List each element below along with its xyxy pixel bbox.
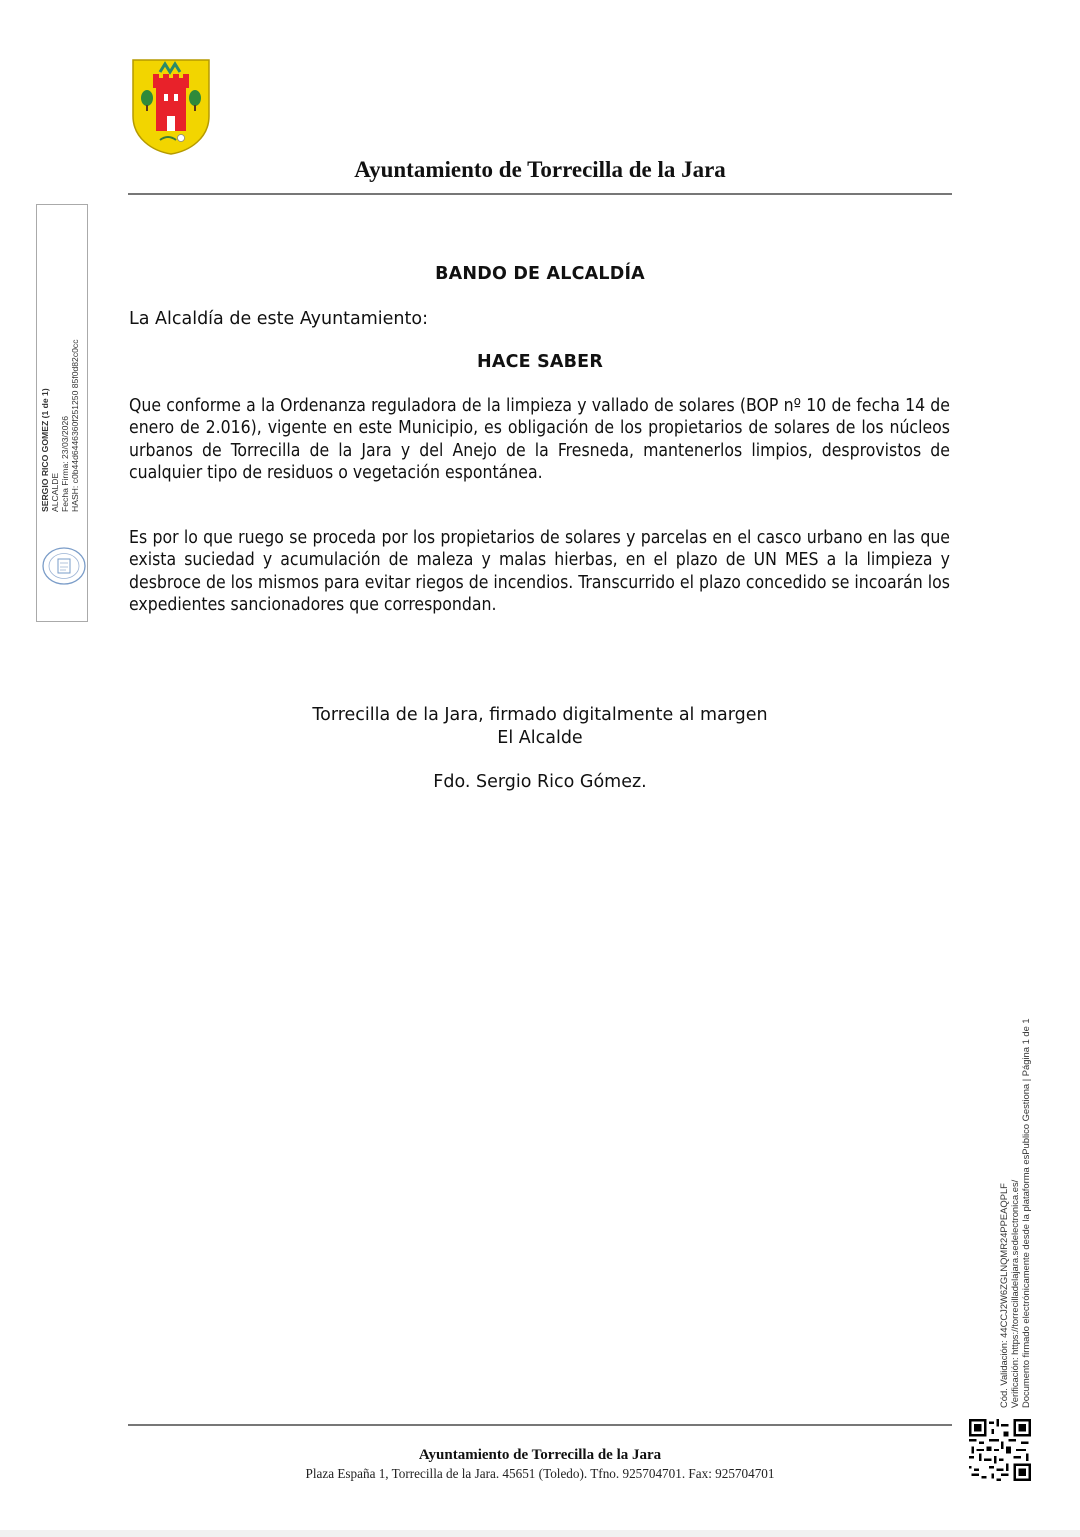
document-subheading: HACE SABER bbox=[477, 352, 603, 372]
closing-place-line: Torrecilla de la Jara, firmado digitalmente al margen bbox=[312, 705, 768, 725]
paragraph-2: Es por lo que ruego se proceda por los propietarios de solares y parcelas en el casco urbano en las que exista suciedad y acumulación de maleza y malas hierbas, en el plazo de UN MES a la limpieza y desbroce de los mismos para evitar riegos de incendios. Transcurrido el plazo concedido se incoarán los expedientes sancionadores que correspondan. bbox=[129, 528, 950, 615]
closing-role: El Alcalde bbox=[497, 728, 583, 748]
signature-date: Fecha Firma: 23/03/2026 bbox=[60, 415, 70, 512]
closing-signature: Fdo. Sergio Rico Gómez. bbox=[433, 772, 647, 792]
signature-stamp-text bbox=[40, 340, 80, 513]
validation-code: Cód. Validación: 44CCJ2W6ZGLNQMR24PPEAQPLF bbox=[998, 1183, 1009, 1408]
footer-divider bbox=[128, 1424, 952, 1426]
header-divider bbox=[128, 193, 952, 195]
signer-role: ALCALDE bbox=[50, 472, 60, 512]
validation-text bbox=[998, 1018, 1031, 1408]
footer-address: Plaza España 1, Torrecilla de la Jara. 45651 (Toledo). Tfno. 925704701. Fax: 925704701 bbox=[305, 1466, 775, 1481]
coat-of-arms-icon bbox=[130, 58, 212, 156]
viewer-bottom-strip bbox=[0, 1530, 1080, 1537]
footer-title: Ayuntamiento de Torrecilla de la Jara bbox=[418, 1447, 662, 1463]
document-heading: BANDO DE ALCALDÍA bbox=[435, 264, 645, 284]
official-seal-icon bbox=[41, 545, 87, 587]
qr-code-icon bbox=[969, 1419, 1031, 1481]
signer-name: SERGIO RICO GOMEZ bbox=[40, 420, 50, 512]
signature-hash: HASH: c0b44d6446360f251250 85f0d82c0cc bbox=[70, 339, 80, 512]
paragraph-1: Que conforme a la Ordenanza reguladora de la limpieza y vallado de solares (BOP nº 10 de fecha 14 de enero de 2.016), vigente en este Municipio, es obligación de los propietarios de solares de los núcleos urbanos de Torrecilla de la Jara y del Anejo de la Fresneda, mantenerlos limpios, desprovistos de cualquier tipo de residuos o vegetación espontánea. bbox=[129, 396, 950, 483]
signature-count: (1 de 1) bbox=[40, 388, 50, 419]
intro-line: La Alcaldía de este Ayuntamiento: bbox=[129, 309, 428, 329]
verification-url[interactable]: Verificación: https://torrecilladelajara.sedelectronica.es/ bbox=[1009, 1179, 1020, 1408]
header-title: Ayuntamiento de Torrecilla de la Jara bbox=[354, 157, 726, 182]
platform-notice: Documento firmado electrónicamente desde la plataforma esPublico Gestiona | Página 1 de 1 bbox=[1020, 1018, 1031, 1408]
